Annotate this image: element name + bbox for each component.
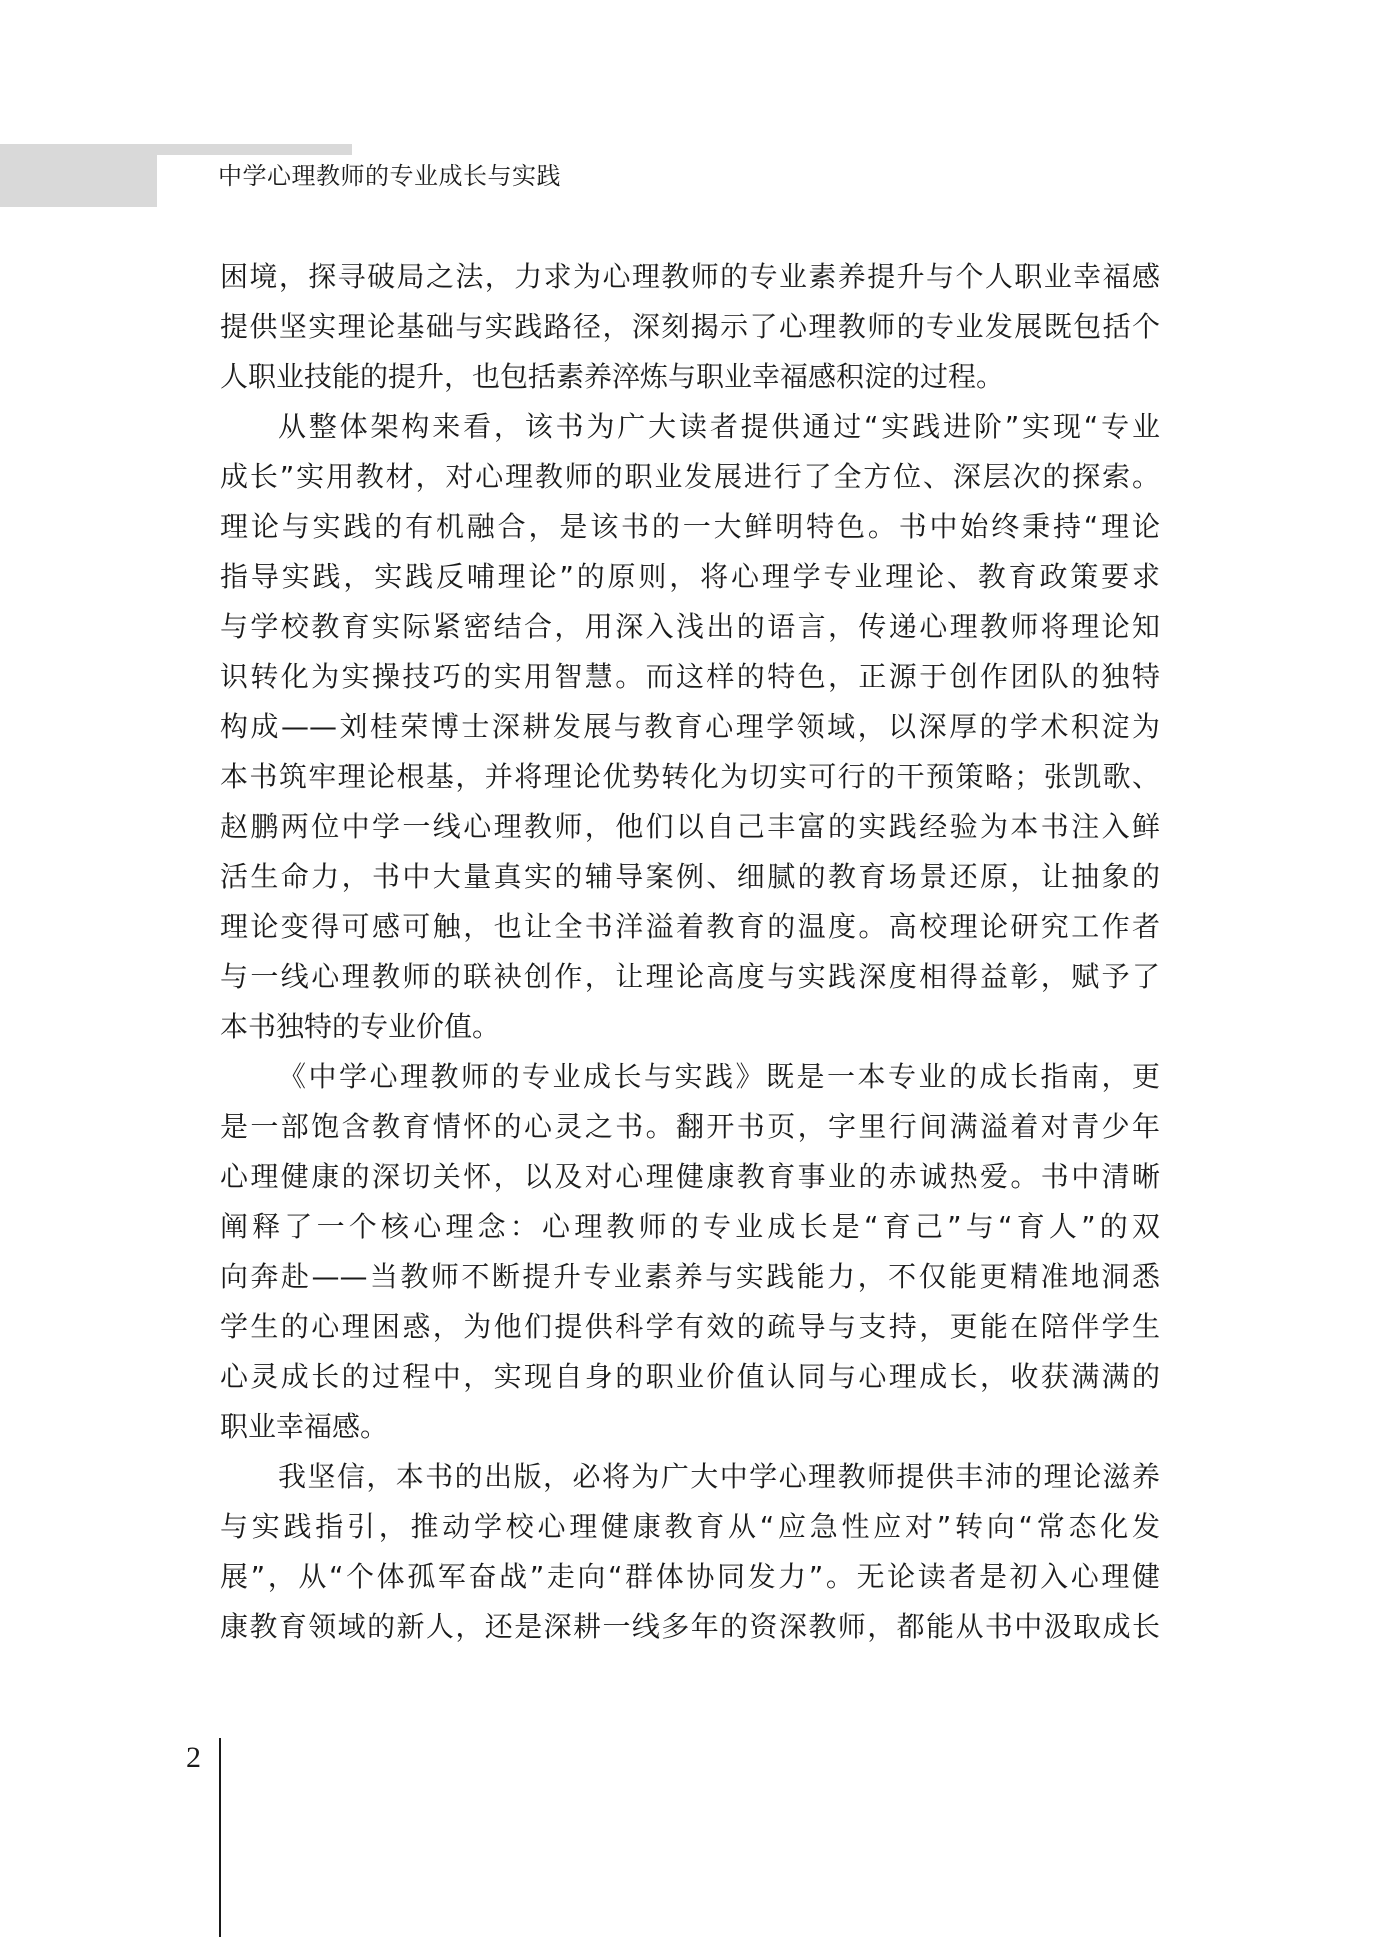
text-line: 本书筑牢理论根基，并将理论优势转化为切实可行的干预策略；张凯歌、 bbox=[220, 760, 1160, 793]
paragraph bbox=[220, 1452, 1160, 1652]
text-line: 识转化为实操技巧的实用智慧。而这样的特色，正源于创作团队的独特 bbox=[220, 660, 1160, 693]
text-line: 成长”实用教材，对心理教师的职业发展进行了全方位、深层次的探索。 bbox=[220, 460, 1160, 493]
text-line: 心理健康的深切关怀，以及对心理健康教育事业的赤诚热爱。书中清晰 bbox=[220, 1160, 1160, 1193]
text-line: 与实践指引，推动学校心理健康教育从“应急性应对”转向“常态化发 bbox=[220, 1510, 1160, 1543]
text-line: 从整体架构来看，该书为广大读者提供通过“实践进阶”实现“专业 bbox=[278, 410, 1160, 443]
text-line: 康教育领域的新人，还是深耕一线多年的资深教师，都能从书中汲取成长 bbox=[220, 1610, 1160, 1643]
running-title: 中学心理教师的专业成长与实践 bbox=[218, 162, 561, 190]
text-line: 赵鹏两位中学一线心理教师，他们以自己丰富的实践经验为本书注入鲜 bbox=[220, 810, 1160, 843]
page-number-rule bbox=[219, 1738, 221, 1937]
text-line: 指导实践，实践反哺理论”的原则，将心理学专业理论、教育政策要求 bbox=[220, 560, 1160, 593]
text-line: 活生命力，书中大量真实的辅导案例、细腻的教育场景还原，让抽象的 bbox=[220, 860, 1160, 893]
text-line: 展”，从“个体孤军奋战”走向“群体协同发力”。无论读者是初入心理健 bbox=[220, 1560, 1160, 1593]
text-line: 理论变得可感可触，也让全书洋溢着教育的温度。高校理论研究工作者 bbox=[220, 910, 1160, 943]
text-line: 困境，探寻破局之法，力求为心理教师的专业素养提升与个人职业幸福感 bbox=[220, 260, 1160, 293]
text-line: 学生的心理困惑，为他们提供科学有效的疏导与支持，更能在陪伴学生 bbox=[220, 1310, 1160, 1343]
paragraph bbox=[220, 402, 1160, 1052]
text-line: 提供坚实理论基础与实践路径，深刻揭示了心理教师的专业发展既包括个 bbox=[220, 310, 1160, 343]
text-line: 是一部饱含教育情怀的心灵之书。翻开书页，字里行间满溢着对青少年 bbox=[220, 1110, 1160, 1143]
text-line: 与一线心理教师的联袂创作，让理论高度与实践深度相得益彰，赋予了 bbox=[220, 960, 1160, 993]
text-line: 本书独特的专业价值。 bbox=[220, 1010, 501, 1043]
text-line: 心灵成长的过程中，实现自身的职业价值认同与心理成长，收获满满的 bbox=[220, 1360, 1160, 1393]
page-number: 2 bbox=[186, 1741, 201, 1774]
paragraph bbox=[220, 1052, 1160, 1452]
paragraph bbox=[220, 252, 1160, 402]
text-line: 职业幸福感。 bbox=[220, 1410, 389, 1443]
text-line: 理论与实践的有机融合，是该书的一大鲜明特色。书中始终秉持“理论 bbox=[220, 510, 1160, 543]
text-line: 《中学心理教师的专业成长与实践》既是一本专业的成长指南，更 bbox=[278, 1060, 1160, 1093]
text-line: 构成——刘桂荣博士深耕发展与教育心理学领域，以深厚的学术积淀为 bbox=[220, 710, 1160, 743]
text-line: 人职业技能的提升，也包括素养淬炼与职业幸福感积淀的过程。 bbox=[220, 360, 1005, 393]
text-line: 与学校教育实际紧密结合，用深入浅出的语言，传递心理教师将理论知 bbox=[220, 610, 1160, 643]
text-line: 我坚信，本书的出版，必将为广大中学心理教师提供丰沛的理论滋养 bbox=[278, 1460, 1160, 1493]
text-line: 向奔赴——当教师不断提升专业素养与实践能力，不仅能更精准地洞悉 bbox=[220, 1260, 1160, 1293]
text-line: 阐释了一个核心理念：心理教师的专业成长是“育己”与“育人”的双 bbox=[220, 1210, 1160, 1243]
body-text bbox=[220, 252, 1160, 1652]
